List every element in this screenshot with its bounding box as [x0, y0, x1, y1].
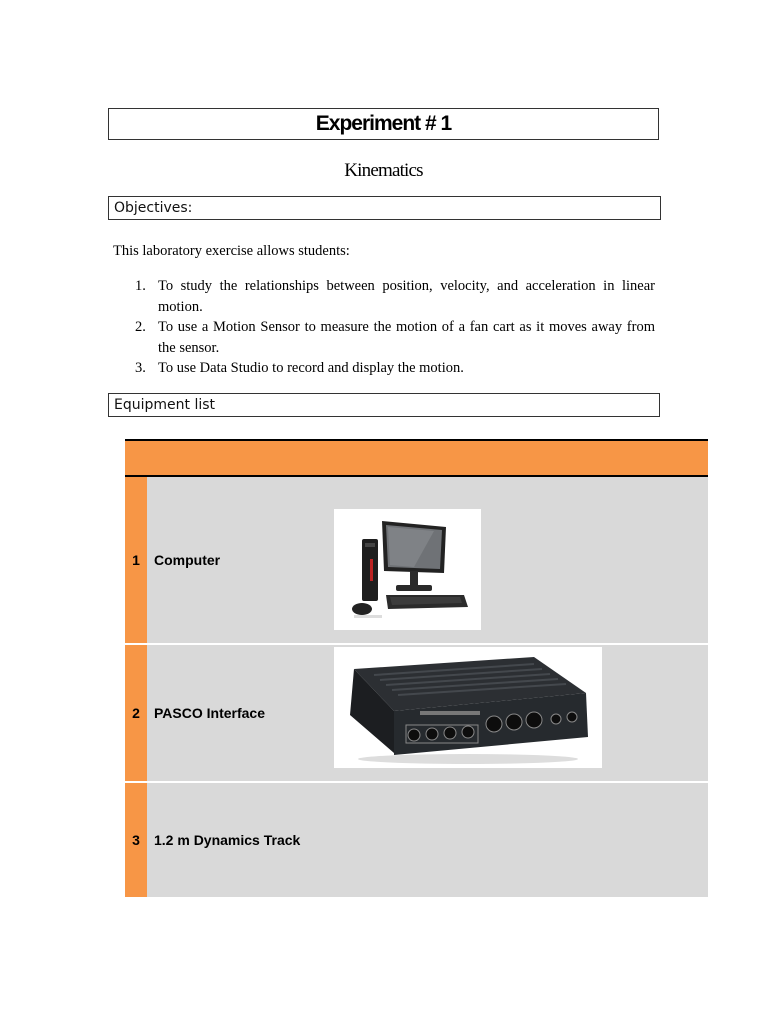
equipment-row	[125, 477, 708, 643]
objective-number: 2.	[135, 319, 146, 335]
equipment-number: 2	[125, 645, 147, 781]
objectives-list	[135, 276, 655, 379]
experiment-title: Experiment # 1	[108, 108, 659, 140]
equipment-table	[125, 439, 708, 897]
equipment-name: 1.2 m Dynamics Track	[154, 832, 301, 848]
equipment-number: 3	[125, 783, 147, 897]
equipment-number: 1	[125, 477, 147, 643]
pasco-interface-image	[334, 647, 602, 768]
experiment-subtitle: Kinematics	[344, 160, 423, 181]
equipment-name: Computer	[154, 552, 221, 568]
objective-number: 1.	[135, 278, 146, 294]
computer-icon	[334, 509, 481, 630]
objective-item	[135, 358, 655, 379]
objective-item	[135, 276, 655, 317]
objective-text: To study the relationships between position, velocity, and acceleration in linear motion.	[158, 278, 655, 315]
objective-text: To use Data Studio to record and display the motion.	[158, 360, 464, 376]
equipment-row	[125, 643, 708, 781]
equipment-row	[125, 781, 708, 897]
objectives-heading: Objectives:	[108, 196, 661, 220]
objective-number: 3.	[135, 360, 146, 376]
objective-text: To use a Motion Sensor to measure the motion of a fan cart as it moves away from the sensor.	[158, 319, 655, 356]
objective-item	[135, 317, 655, 358]
equipment-heading: Equipment list	[108, 393, 660, 417]
equipment-image-cell	[334, 645, 708, 781]
equipment-image-cell	[334, 477, 708, 643]
objectives-intro: This laboratory exercise allows students:	[113, 243, 350, 259]
interface-device-icon	[334, 647, 602, 768]
equipment-name: PASCO Interface	[154, 705, 265, 721]
equipment-image-cell	[334, 783, 708, 897]
equipment-table-header	[125, 439, 708, 477]
computer-image	[334, 509, 481, 630]
